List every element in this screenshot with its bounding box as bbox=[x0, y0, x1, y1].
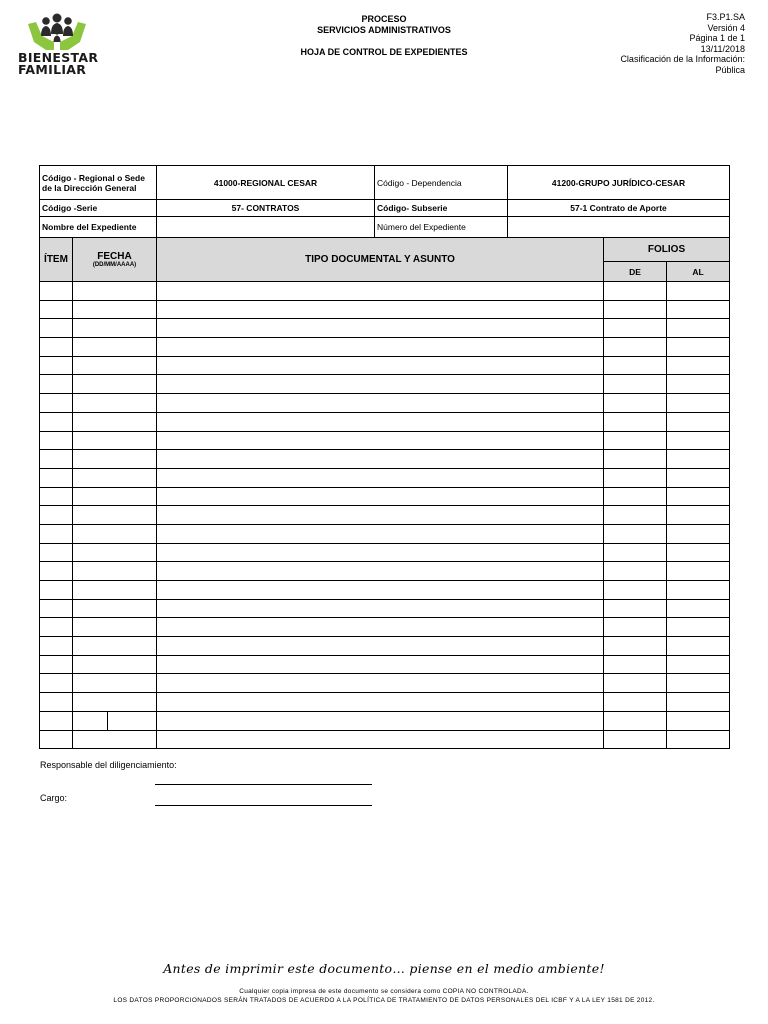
table-row bbox=[40, 431, 730, 450]
entry-folio-de-cell[interactable] bbox=[604, 282, 667, 301]
entry-folio-al-cell[interactable] bbox=[667, 356, 730, 375]
entry-fecha-cell[interactable] bbox=[73, 431, 157, 450]
entry-fecha-cell[interactable] bbox=[73, 375, 157, 394]
entry-folio-al-cell[interactable] bbox=[667, 338, 730, 357]
numero-expediente-label: Número del Expediente bbox=[375, 217, 508, 238]
table-row bbox=[40, 356, 730, 375]
entry-folio-al-cell[interactable] bbox=[667, 319, 730, 338]
data-policy-notice: LOS DATOS PROPORCIONADOS SERÁN TRATADOS DE ACUERDO A LA POLÍTICA DE TRATAMIENTO DE DATOS PERSONALES DEL ICBF Y A LA LEY 1581 DE 2012. bbox=[113, 997, 655, 1004]
entry-item-cell[interactable] bbox=[40, 468, 73, 487]
table-row bbox=[40, 655, 730, 674]
entry-fecha-cell[interactable] bbox=[73, 282, 157, 301]
entry-folio-al-cell[interactable] bbox=[667, 581, 730, 600]
entry-folio-de-cell[interactable] bbox=[604, 412, 667, 431]
entry-tipo-cell[interactable] bbox=[157, 431, 604, 450]
entry-folio-al-cell[interactable] bbox=[667, 543, 730, 562]
entry-item-cell[interactable] bbox=[40, 730, 73, 749]
entry-item-cell[interactable] bbox=[40, 356, 73, 375]
entry-folio-de-cell[interactable] bbox=[604, 319, 667, 338]
entry-item-cell[interactable] bbox=[40, 524, 73, 543]
entry-folio-de-cell[interactable] bbox=[604, 468, 667, 487]
table-row bbox=[40, 338, 730, 357]
table-row bbox=[40, 693, 730, 712]
regional-value[interactable]: 41000-REGIONAL CESAR bbox=[157, 166, 375, 200]
cargo-label: Cargo: bbox=[40, 793, 68, 803]
document-title: HOJA DE CONTROL DE EXPEDIENTES bbox=[300, 47, 468, 57]
proceso-label: PROCESO bbox=[361, 14, 407, 24]
document-version: Versión 4 bbox=[707, 22, 745, 33]
document-header bbox=[250, 14, 518, 58]
entry-folio-al-cell[interactable] bbox=[667, 468, 730, 487]
logo-text-line2: FAMILIAR bbox=[18, 62, 87, 77]
bienestar-familiar-logo bbox=[18, 12, 99, 77]
table-row bbox=[40, 711, 730, 730]
serie-value[interactable]: 57- CONTRATOS bbox=[157, 200, 375, 217]
logo-text-line1: BIENESTAR bbox=[18, 50, 99, 65]
entry-rows bbox=[40, 282, 730, 749]
entry-fecha-cell[interactable] bbox=[73, 356, 157, 375]
entry-tipo-cell[interactable] bbox=[157, 711, 604, 730]
table-row bbox=[40, 618, 730, 637]
entry-tipo-cell[interactable] bbox=[157, 300, 604, 319]
entry-folio-de-cell[interactable] bbox=[604, 581, 667, 600]
entry-folio-al-cell[interactable] bbox=[667, 450, 730, 469]
classification-value: Pública bbox=[715, 64, 745, 75]
entry-tipo-cell[interactable] bbox=[157, 487, 604, 506]
entry-fecha-cell[interactable] bbox=[73, 618, 157, 637]
entry-fecha-cell[interactable] bbox=[73, 693, 157, 712]
entry-folio-al-cell[interactable] bbox=[667, 524, 730, 543]
entry-folio-de-cell[interactable] bbox=[604, 394, 667, 413]
column-header-al: AL bbox=[667, 262, 730, 282]
column-header-folios: FOLIOS bbox=[604, 238, 730, 262]
entry-folio-al-cell[interactable] bbox=[667, 693, 730, 712]
entry-folio-al-cell[interactable] bbox=[667, 730, 730, 749]
entry-folio-de-cell[interactable] bbox=[604, 524, 667, 543]
table-row bbox=[40, 450, 730, 469]
entry-folio-de-cell[interactable] bbox=[604, 506, 667, 525]
entry-item-cell[interactable] bbox=[40, 562, 73, 581]
fecha-header-label: FECHA bbox=[97, 251, 132, 262]
entry-folio-de-cell[interactable] bbox=[604, 711, 667, 730]
entry-item-cell[interactable] bbox=[40, 431, 73, 450]
table-row bbox=[40, 487, 730, 506]
nombre-expediente-field[interactable] bbox=[157, 217, 375, 238]
entry-item-cell[interactable] bbox=[40, 693, 73, 712]
table-row bbox=[40, 375, 730, 394]
entry-folio-de-cell[interactable] bbox=[604, 338, 667, 357]
table-row bbox=[40, 524, 730, 543]
column-header-item: ÍTEM bbox=[40, 238, 73, 282]
subserie-value[interactable]: 57-1 Contrato de Aporte bbox=[508, 200, 730, 217]
entry-item-cell[interactable] bbox=[40, 375, 73, 394]
entry-fecha-cell[interactable] bbox=[73, 655, 157, 674]
control-table bbox=[39, 165, 730, 749]
entry-tipo-cell[interactable] bbox=[157, 468, 604, 487]
entry-item-cell[interactable] bbox=[40, 543, 73, 562]
entry-folio-de-cell[interactable] bbox=[604, 300, 667, 319]
entry-folio-de-cell[interactable] bbox=[604, 730, 667, 749]
entry-item-cell[interactable] bbox=[40, 637, 73, 656]
nombre-expediente-label: Nombre del Expediente bbox=[40, 217, 157, 238]
table-row bbox=[40, 562, 730, 581]
servicios-label: SERVICIOS ADMINISTRATIVOS bbox=[317, 25, 451, 35]
entry-tipo-cell[interactable] bbox=[157, 562, 604, 581]
entry-folio-de-cell[interactable] bbox=[604, 487, 667, 506]
entry-fecha-cell[interactable] bbox=[73, 599, 157, 618]
entry-tipo-cell[interactable] bbox=[157, 637, 604, 656]
entry-item-cell[interactable] bbox=[40, 618, 73, 637]
dependencia-label: Código - Dependencia bbox=[375, 166, 508, 200]
table-row bbox=[40, 282, 730, 301]
entry-folio-al-cell[interactable] bbox=[667, 618, 730, 637]
entry-item-cell[interactable] bbox=[40, 581, 73, 600]
entry-folio-al-cell[interactable] bbox=[667, 394, 730, 413]
entry-tipo-cell[interactable] bbox=[157, 581, 604, 600]
entry-tipo-cell[interactable] bbox=[157, 338, 604, 357]
page-number: Página 1 de 1 bbox=[689, 33, 745, 43]
entry-tipo-cell[interactable] bbox=[157, 319, 604, 338]
entry-folio-de-cell[interactable] bbox=[604, 655, 667, 674]
entry-folio-al-cell[interactable] bbox=[667, 674, 730, 693]
entry-item-cell[interactable] bbox=[40, 599, 73, 618]
classification-label: Clasificación de la Información: bbox=[620, 54, 745, 64]
entry-folio-de-cell[interactable] bbox=[604, 618, 667, 637]
entry-fecha-cell[interactable] bbox=[73, 300, 157, 319]
entry-fecha-cell[interactable] bbox=[73, 468, 157, 487]
column-header-de: DE bbox=[604, 262, 667, 282]
entry-folio-al-cell[interactable] bbox=[667, 412, 730, 431]
entry-tipo-cell[interactable] bbox=[157, 282, 604, 301]
entry-fecha-cell[interactable] bbox=[73, 637, 157, 656]
entry-tipo-cell[interactable] bbox=[157, 356, 604, 375]
entry-folio-de-cell[interactable] bbox=[604, 543, 667, 562]
entry-tipo-cell[interactable] bbox=[157, 618, 604, 637]
responsable-signature-line[interactable] bbox=[155, 784, 372, 785]
subserie-label: Código- Subserie bbox=[375, 200, 508, 217]
entry-fecha-cell[interactable] bbox=[73, 394, 157, 413]
entry-item-cell[interactable] bbox=[40, 282, 73, 301]
table-row bbox=[40, 506, 730, 525]
entry-item-cell[interactable] bbox=[40, 674, 73, 693]
entry-folio-de-cell[interactable] bbox=[604, 431, 667, 450]
regional-label: Código - Regional o Sede de la Dirección General bbox=[40, 166, 157, 200]
dependencia-value[interactable]: 41200-GRUPO JURÍDICO-CESAR bbox=[508, 166, 730, 200]
entry-fecha-cell[interactable] bbox=[73, 487, 157, 506]
entry-tipo-cell[interactable] bbox=[157, 543, 604, 562]
entry-tipo-cell[interactable] bbox=[157, 506, 604, 525]
family-hands-icon bbox=[24, 12, 90, 52]
table-row bbox=[40, 543, 730, 562]
table-row bbox=[40, 468, 730, 487]
entry-item-cell[interactable] bbox=[40, 300, 73, 319]
entry-folio-de-cell[interactable] bbox=[604, 356, 667, 375]
entry-fecha-cell[interactable] bbox=[73, 319, 157, 338]
fecha-format-label: (DD/MM/AAAA) bbox=[92, 262, 137, 268]
entry-tipo-cell[interactable] bbox=[157, 394, 604, 413]
entry-fecha-cell[interactable] bbox=[73, 730, 157, 749]
entry-fecha-cell[interactable] bbox=[73, 338, 157, 357]
entry-fecha-cell[interactable] bbox=[73, 543, 157, 562]
entry-folio-al-cell[interactable] bbox=[667, 487, 730, 506]
entry-item-cell[interactable] bbox=[40, 450, 73, 469]
entry-folio-de-cell[interactable] bbox=[604, 637, 667, 656]
entry-folio-de-cell[interactable] bbox=[604, 599, 667, 618]
table-row bbox=[40, 599, 730, 618]
entry-tipo-cell[interactable] bbox=[157, 674, 604, 693]
entry-folio-al-cell[interactable] bbox=[667, 282, 730, 301]
entry-item-cell[interactable] bbox=[40, 711, 73, 730]
column-header-tipo: TIPO DOCUMENTAL Y ASUNTO bbox=[157, 238, 604, 282]
entry-item-cell[interactable] bbox=[40, 338, 73, 357]
entry-item-cell[interactable] bbox=[40, 506, 73, 525]
entry-folio-de-cell[interactable] bbox=[604, 450, 667, 469]
table-row bbox=[40, 637, 730, 656]
uncontrolled-copy-notice: Cualquier copia impresa de este documento se considera como COPIA NO CONTROLADA. bbox=[239, 988, 529, 995]
entry-folio-al-cell[interactable] bbox=[667, 599, 730, 618]
entry-item-cell[interactable] bbox=[40, 487, 73, 506]
entry-folio-de-cell[interactable] bbox=[604, 562, 667, 581]
entry-tipo-cell[interactable] bbox=[157, 450, 604, 469]
entry-tipo-cell[interactable] bbox=[157, 599, 604, 618]
entry-tipo-cell[interactable] bbox=[157, 655, 604, 674]
table-row bbox=[40, 394, 730, 413]
table-row bbox=[40, 412, 730, 431]
numero-expediente-field[interactable] bbox=[508, 217, 730, 238]
entry-folio-de-cell[interactable] bbox=[604, 674, 667, 693]
table-row bbox=[40, 581, 730, 600]
entry-folio-de-cell[interactable] bbox=[604, 693, 667, 712]
entry-tipo-cell[interactable] bbox=[157, 524, 604, 543]
entry-fecha-cell[interactable] bbox=[73, 412, 157, 431]
entry-fecha-cell[interactable] bbox=[73, 674, 157, 693]
entry-fecha-cell[interactable] bbox=[73, 581, 157, 600]
entry-folio-de-cell[interactable] bbox=[604, 375, 667, 394]
serie-label: Código -Serie bbox=[40, 200, 157, 217]
entry-folio-al-cell[interactable] bbox=[667, 300, 730, 319]
cargo-signature-line[interactable] bbox=[155, 805, 372, 806]
entry-item-cell[interactable] bbox=[40, 412, 73, 431]
document-date: 13/11/2018 bbox=[700, 43, 745, 54]
entry-folio-al-cell[interactable] bbox=[667, 655, 730, 674]
document-code: F3.P1.SA bbox=[706, 12, 745, 22]
responsable-label: Responsable del diligenciamiento: bbox=[40, 760, 177, 770]
entry-folio-al-cell[interactable] bbox=[667, 637, 730, 656]
entry-tipo-cell[interactable] bbox=[157, 375, 604, 394]
table-row bbox=[40, 319, 730, 338]
entry-folio-al-cell[interactable] bbox=[667, 711, 730, 730]
entry-folio-al-cell[interactable] bbox=[667, 431, 730, 450]
entry-folio-al-cell[interactable] bbox=[667, 506, 730, 525]
document-meta bbox=[620, 12, 745, 75]
column-header-fecha bbox=[73, 238, 157, 282]
environment-slogan: Antes de imprimir este documento… piense en el medio ambiente! bbox=[163, 961, 605, 976]
entry-folio-al-cell[interactable] bbox=[667, 562, 730, 581]
entry-folio-al-cell[interactable] bbox=[667, 375, 730, 394]
entry-fecha-cell[interactable] bbox=[73, 711, 157, 730]
entry-tipo-cell[interactable] bbox=[157, 412, 604, 431]
table-row bbox=[40, 730, 730, 749]
table-row bbox=[40, 300, 730, 319]
entry-item-cell[interactable] bbox=[40, 394, 73, 413]
table-row bbox=[40, 674, 730, 693]
entry-item-cell[interactable] bbox=[40, 655, 73, 674]
entry-tipo-cell[interactable] bbox=[157, 730, 604, 749]
entry-fecha-cell[interactable] bbox=[73, 524, 157, 543]
entry-fecha-cell[interactable] bbox=[73, 562, 157, 581]
entry-tipo-cell[interactable] bbox=[157, 693, 604, 712]
entry-fecha-cell[interactable] bbox=[73, 450, 157, 469]
entry-item-cell[interactable] bbox=[40, 319, 73, 338]
entry-fecha-cell[interactable] bbox=[73, 506, 157, 525]
